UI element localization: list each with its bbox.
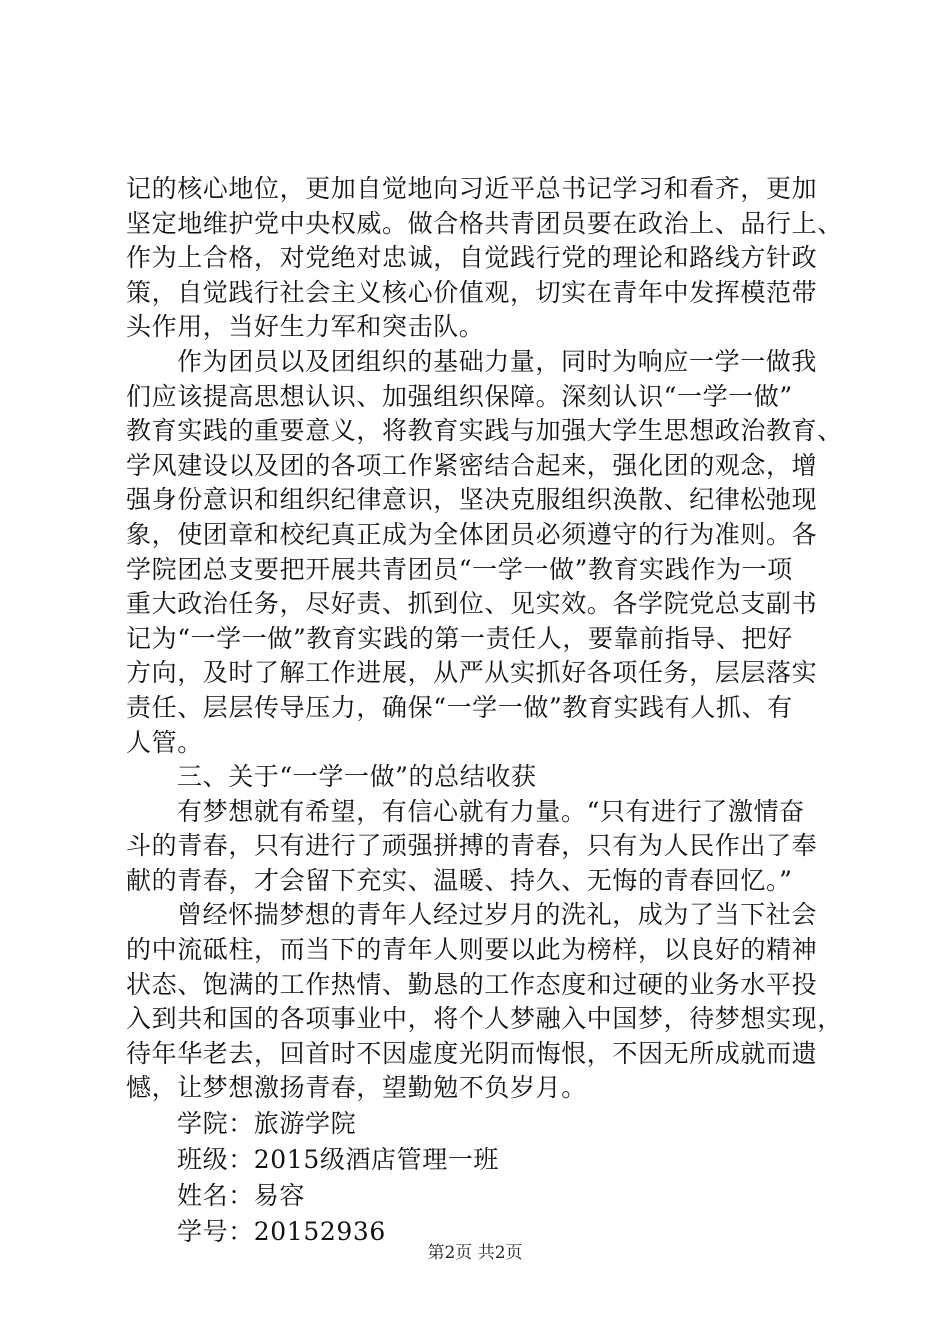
paragraph-line: 策，自觉践行社会主义核心价值观，切实在青年中发挥模范带 <box>126 277 818 307</box>
paragraph-line: 人管。 <box>126 727 203 757</box>
paragraph-line: 记为“一学一做”教育实践的第一责任人，要靠前指导、把好 <box>126 623 793 653</box>
paragraph-line: 重大政治任务，尽好责、抓到位、见实效。各学院党总支副书 <box>126 589 818 619</box>
paragraph-line: 教育实践的重要意义，将教育实践与加强大学生思想政治教育、 <box>126 416 843 446</box>
paragraph-line: 强身份意识和组织纪律意识，坚决克服组织涣散、纪律松弛现 <box>126 485 818 515</box>
section-heading: 三、关于“一学一做”的总结收获 <box>177 762 537 792</box>
paragraph-line: 头作用，当好生力军和突击队。 <box>126 312 485 342</box>
paragraph-line: 憾，让梦想激扬青春，望勤勉不负岁月。 <box>126 1073 587 1103</box>
paragraph-line: 待年华老去，回首时不因虚度光阴而悔恨，不因无所成就而遗 <box>126 1038 818 1068</box>
name-field: 姓名：易容 <box>177 1181 306 1211</box>
paragraph-line: 的中流砥柱，而当下的青年人则要以此为榜样，以良好的精神 <box>126 935 818 965</box>
document-body <box>126 172 846 1250</box>
paragraph-line: 责任、层层传导压力，确保“一学一做”教育实践有人抓、有 <box>126 692 793 722</box>
paragraph-line: 曾经怀揣梦想的青年人经过岁月的洗礼，成为了当下社会 <box>177 900 818 930</box>
paragraph-line: 斗的青春，只有进行了顽强拼搏的青春，只有为人民作出了奉 <box>126 831 818 861</box>
paragraph-line: 献的青春，才会留下充实、温暖、持久、无悔的青春回忆。” <box>126 865 793 895</box>
paragraph-line: 状态、饱满的工作热情、勤恳的工作态度和过硬的业务水平投 <box>126 969 818 999</box>
paragraph-line: 作为团员以及团组织的基础力量，同时为响应一学一做我 <box>177 346 818 376</box>
paragraph-line: 学院团总支要把开展共青团员“一学一做”教育实践作为一项 <box>126 554 793 584</box>
paragraph-line: 象，使团章和校纪真正成为全体团员必须遵守的行为准则。各 <box>126 519 818 549</box>
paragraph-line: 坚定地维护党中央权威。做合格共青团员要在政治上、品行上、 <box>126 208 843 238</box>
class-field: 班级：2015级酒店管理一班 <box>177 1145 500 1175</box>
paragraph-line: 学风建设以及团的各项工作紧密结合起来，强化团的观念，增 <box>126 450 818 480</box>
paragraph-line: 有梦想就有希望，有信心就有力量。“只有进行了激情奋 <box>177 796 805 826</box>
paragraph-line: 入到共和国的各项事业中，将个人梦融入中国梦，待梦想实现， <box>126 1004 843 1034</box>
college-field: 学院：旅游学院 <box>177 1109 357 1139</box>
paragraph-line: 作为上合格，对党绝对忠诚，自觉践行党的理论和路线方针政 <box>126 243 818 273</box>
paragraph-line: 记的核心地位，更加自觉地向习近平总书记学习和看齐，更加 <box>126 174 818 203</box>
page-footer: 第2页 共2页 <box>427 1243 523 1263</box>
paragraph-line: 方向，及时了解工作进展，从严从实抓好各项任务，层层落实 <box>126 658 818 688</box>
student-id-field: 学号：20152936 <box>177 1217 386 1247</box>
paragraph-line: 们应该提高思想认识、加强组织保障。深刻认识“一学一做” <box>126 381 793 411</box>
